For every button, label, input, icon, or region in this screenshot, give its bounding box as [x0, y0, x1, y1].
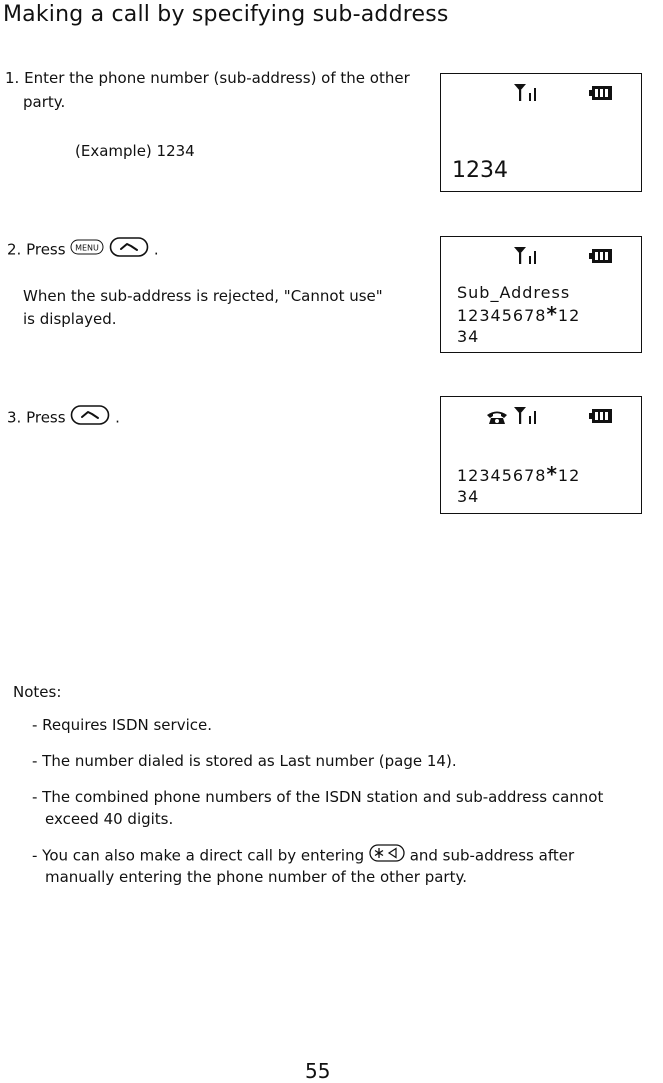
signal-icon	[513, 245, 547, 269]
battery-icon	[589, 408, 613, 428]
menu-key-label: MENU	[75, 243, 100, 253]
screen2-line3: 34	[457, 327, 480, 346]
step1-text-line1	[5, 68, 410, 89]
notes-heading: Notes:	[13, 683, 62, 701]
screen3-line3: 34	[457, 487, 480, 506]
battery-icon	[589, 85, 613, 105]
step2-note-line1: When the sub-address is rejected, "Cannot use"	[23, 287, 383, 305]
battery-icon	[589, 248, 613, 268]
note-item-4-part1: - You can also make a direct call by entering	[32, 846, 365, 865]
note-item-2: - The number dialed is stored as Last number (page 14).	[32, 752, 457, 770]
screen3-star: *	[546, 462, 558, 486]
step2-note-line2: is displayed.	[23, 310, 117, 328]
signal-icon	[513, 405, 547, 429]
note-item-3-cont: exceed 40 digits.	[45, 810, 174, 828]
screen2-line1: Sub_Address	[457, 283, 571, 302]
step3-suffix: .	[115, 408, 120, 427]
screen3-line2-tail: 12	[557, 466, 581, 485]
step3-instruction	[7, 404, 120, 432]
signal-icon	[513, 82, 547, 106]
step1-text-line2: party.	[23, 93, 66, 111]
step1-instruction: Enter the phone number (sub-address) of the other	[24, 69, 410, 87]
note-item-4-cont: manually entering the phone number of the other party.	[45, 868, 467, 886]
screen2-line2-tail: 12	[557, 306, 581, 325]
note-item-1: - Requires ISDN service.	[32, 716, 212, 734]
step1-number: 1.	[5, 69, 20, 87]
step2-instruction	[7, 236, 159, 264]
step2-suffix: .	[153, 240, 159, 259]
screen1-number: 1234	[452, 158, 508, 183]
call-key-icon	[109, 236, 149, 264]
screen3-line2	[457, 464, 580, 486]
menu-key-icon	[70, 238, 104, 262]
page-title: Making a call by specifying sub-address	[3, 2, 449, 27]
step2-prefix: 2. Press	[7, 240, 66, 259]
phone-screen-2	[440, 236, 642, 353]
step3-prefix: 3. Press	[7, 408, 66, 427]
call-key-icon	[70, 404, 110, 432]
phone-screen-1	[440, 73, 642, 192]
screen2-line2-digits: 12345678	[457, 306, 547, 325]
screen2-star: *	[546, 302, 558, 326]
screen3-line2-digits: 12345678	[457, 466, 547, 485]
handset-icon	[486, 409, 508, 429]
phone-screen-3	[440, 396, 642, 514]
note-item-3: - The combined phone numbers of the ISDN station and sub-address cannot	[32, 788, 604, 806]
screen2-line2	[457, 304, 580, 326]
step1-example: (Example) 1234	[75, 142, 195, 160]
page-number: 55	[305, 1059, 331, 1083]
note-item-4-part2: and sub-address after	[409, 846, 575, 865]
